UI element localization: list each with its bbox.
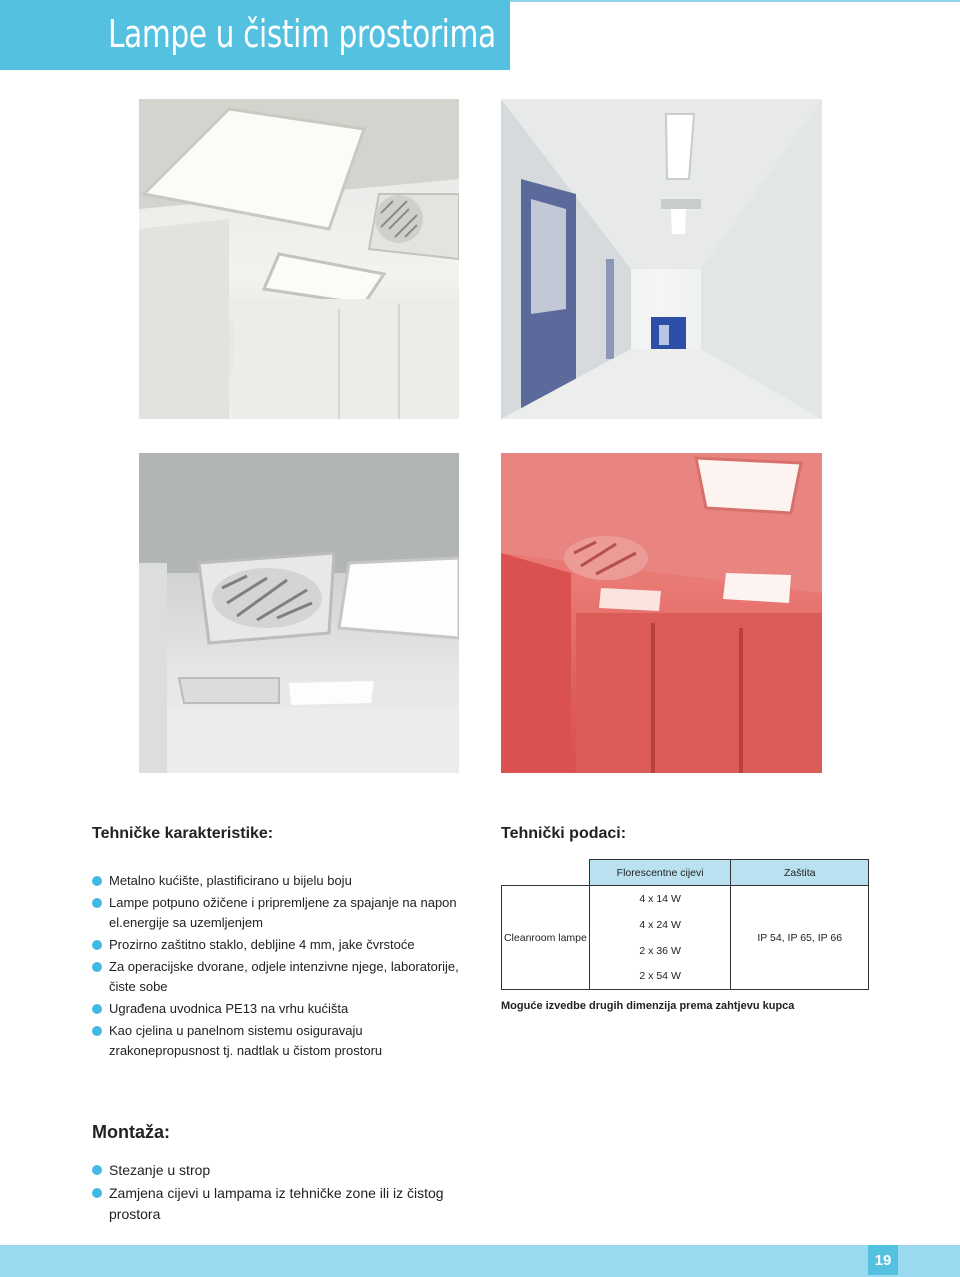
list-item: Metalno kućište, plastificirano u bijelu boju [92, 871, 464, 891]
tech-data-table [501, 859, 869, 990]
list-item: Kao cjelina u panelnom sistemu osiguravaju zrakonepropusnost tj. nadtlak u čistom prostoru [92, 1021, 464, 1061]
list-item: Prozirno zaštitno staklo, debljine 4 mm, jake čvrstoće [92, 935, 464, 955]
characteristics-list [92, 871, 464, 1063]
list-item: Ugrađena uvodnica PE13 na vrhu kućišta [92, 999, 464, 1019]
table-cell-protection: IP 54, IP 65, IP 66 [731, 886, 869, 990]
mounting-list [92, 1160, 464, 1227]
photo-corridor [501, 99, 822, 419]
table-cell-tube: 4 x 14 W [589, 886, 731, 912]
mounting-title: Montaža: [92, 1122, 170, 1142]
characteristics-title: Tehničke karakteristike: [92, 825, 274, 842]
tech-data-title: Tehnički podaci: [501, 825, 627, 842]
list-item: Zamjena cijevi u lampama iz tehničke zone ili iz čistog prostora [92, 1183, 464, 1225]
list-item: Stezanje u strop [92, 1160, 464, 1181]
table-cell-tube: 2 x 54 W [589, 964, 731, 990]
table-row-label: Cleanroom lampe [502, 886, 590, 990]
table-cell-tube: 4 x 24 W [589, 912, 731, 938]
list-item: Lampe potpuno ožičene i pripremljene za spajanje na napon el.energije sa uzemljenjem [92, 893, 464, 933]
page-title: Lampe u čistim prostorima [108, 12, 496, 56]
table-corner-cell [502, 860, 590, 886]
photo-red-room [501, 453, 822, 773]
table-header-protection: Zaštita [731, 860, 869, 886]
photo-ceiling-panels [139, 99, 459, 419]
table-cell-tube: 2 x 36 W [589, 938, 731, 964]
photo-ceiling-diffuser [139, 453, 459, 773]
footer-bar [0, 1245, 960, 1277]
table-header-tubes: Florescentne cijevi [589, 860, 731, 886]
list-item: Za operacijske dvorane, odjele intenzivne njege, laboratorije, čiste sobe [92, 957, 464, 997]
tech-note: Moguće izvedbe drugih dimenzija prema zahtjevu kupca [501, 1000, 795, 1012]
header-rule [510, 0, 960, 2]
page-number: 19 [868, 1245, 898, 1275]
